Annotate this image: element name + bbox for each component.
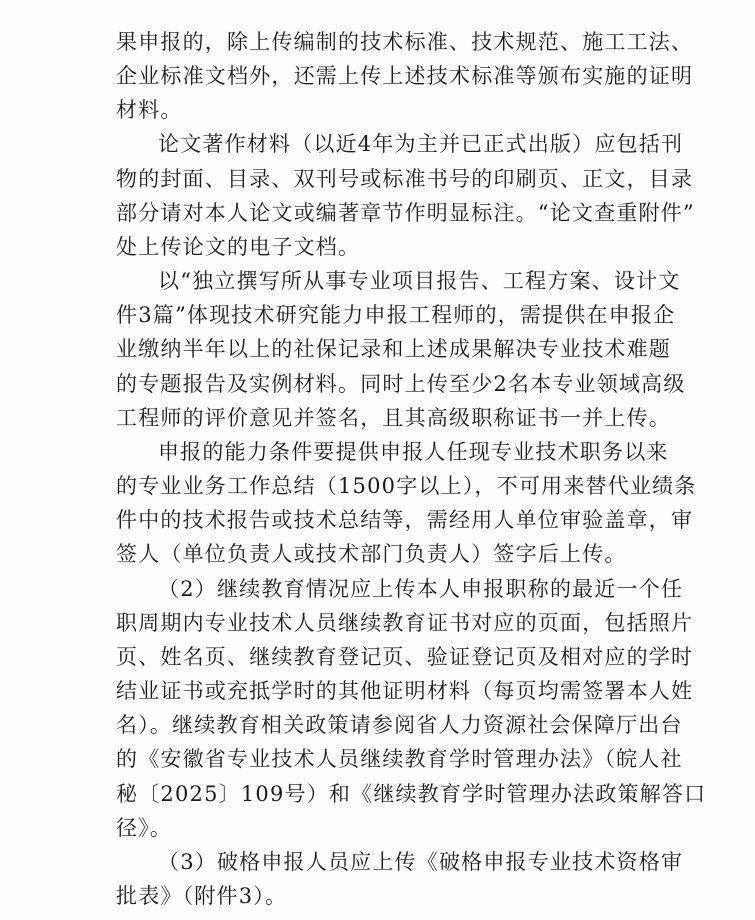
text-line: 结业证书或充抵学时的其他证明材料（每页均需签署本人姓 [116, 679, 694, 703]
text-line: 材料。 [116, 98, 183, 122]
text-line: 秘〔2025〕109号）和《继续教育学时管理办法政策解答口 [116, 782, 707, 806]
text-line: 以“独立撰写所从事专业项目报告、工程方案、设计文 [158, 269, 681, 293]
text-line: 名）。继续教育相关政策请参阅省人力资源社会保障厅出台 [116, 713, 683, 737]
text-line: 工程师的评价意见并签名，且其高级职称证书一并上传。 [116, 406, 671, 430]
text-line: 件3篇”体现技术研究能力申报工程师的，需提供在申报企 [116, 303, 676, 327]
text-line: 批表》（附件3）。 [116, 884, 288, 908]
text-line: 论文著作材料（以近4年为主并已正式出版）应包括刊 [158, 132, 684, 156]
text-line: 果申报的，除上传编制的技术标准、技术规范、施工工法、 [116, 30, 694, 54]
text-line: 申报的能力条件要提供申报人任现专业技术职务以来 [158, 440, 669, 464]
text-line: （3）破格申报人员应上传《破格申报专业技术资格审 [158, 850, 684, 874]
text-line: 业缴纳半年以上的社保记录和上述成果解决专业技术难题 [116, 337, 671, 361]
text-line: 的《安徽省专业技术人员继续教育学时管理办法》（皖人社 [116, 747, 683, 771]
text-line: 企业标准文档外，还需上传上述技术标准等颁布实施的证明 [116, 64, 694, 88]
text-line: 职周期内专业技术人员继续教育证书对应的页面，包括照片 [116, 611, 694, 635]
text-line: 页、姓名页、继续教育登记页、验证登记页及相对应的学时 [116, 645, 694, 669]
text-line: （2）继续教育情况应上传本人申报职称的最近一个任 [158, 577, 684, 601]
text-line: 部分请对本人论文或编著章节作明显标注。“论文查重附件” [116, 201, 695, 225]
text-line: 物的封面、目录、双刊号或标准书号的印刷页、正文，目录 [116, 167, 694, 191]
text-line: 件中的技术报告或技术总结等，需经用人单位审验盖章，审 [116, 508, 694, 532]
text-line: 的专题报告及实例材料。同时上传至少2名本专业领域高级 [116, 372, 686, 396]
text-line: 处上传论文的电子文档。 [116, 235, 361, 259]
text-line: 径》。 [116, 816, 173, 840]
text-line: 签人（单位负责人或技术部门负责人）签字后上传。 [116, 542, 627, 566]
text-line: 的专业业务工作总结（1500字以上），不可用来替代业绩条 [116, 474, 697, 498]
